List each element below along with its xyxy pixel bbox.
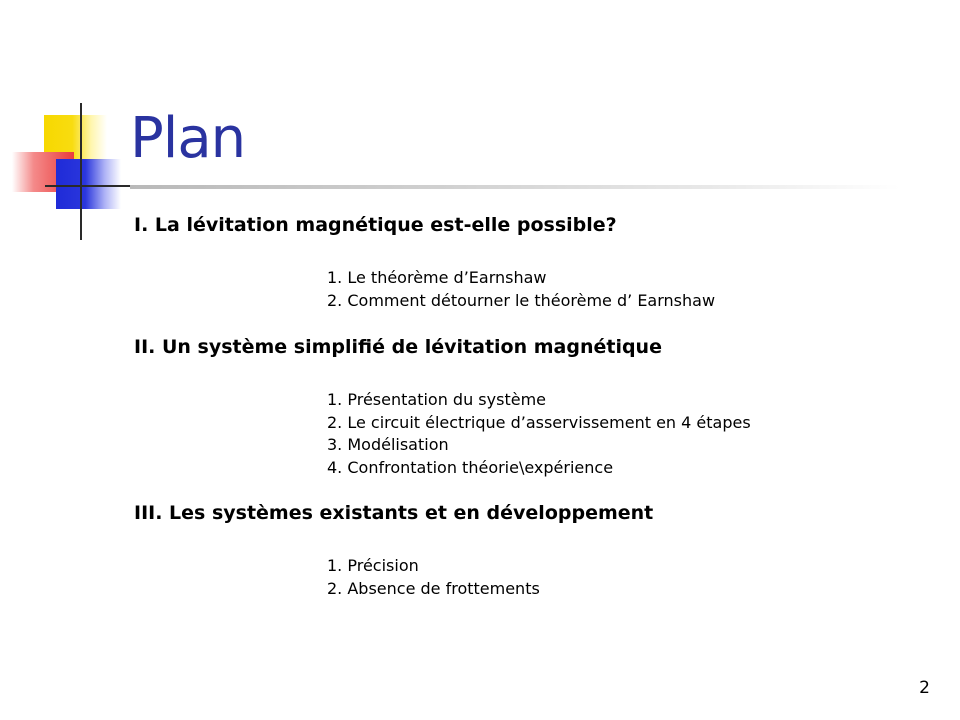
list-item: 2. Le circuit électrique d’asservissement en 4 étapes [327, 412, 751, 432]
list-item: 1. Précision [327, 556, 419, 575]
list-item: 1. Le théorème d’Earnshaw [327, 268, 547, 287]
page-number: 2 [919, 678, 930, 698]
section-1-items [327, 267, 715, 312]
slide-title: Plan [130, 106, 246, 171]
list-item: 2. Absence de frottements [327, 578, 540, 598]
list-item: 2. Comment détourner le théorème d’ Earnshaw [327, 290, 716, 310]
section-heading-2: II. Un système simplifié de lévitation magnétique [134, 336, 662, 358]
slide-decoration [0, 0, 130, 240]
section-heading-1: I. La lévitation magnétique est-elle possible? [134, 214, 617, 236]
section-heading-3: III. Les systèmes existants et en développement [134, 502, 654, 524]
title-underline [130, 185, 900, 189]
blue-square-decoration [56, 159, 121, 209]
list-item: 3. Modélisation [327, 435, 449, 454]
section-3-items [327, 555, 540, 600]
horizontal-rule-decoration [45, 185, 130, 187]
list-item: 4. Confrontation théorie\expérience [327, 457, 614, 477]
section-2-items [327, 389, 751, 479]
list-item: 1. Présentation du système [327, 390, 546, 409]
vertical-rule-decoration [80, 103, 82, 240]
